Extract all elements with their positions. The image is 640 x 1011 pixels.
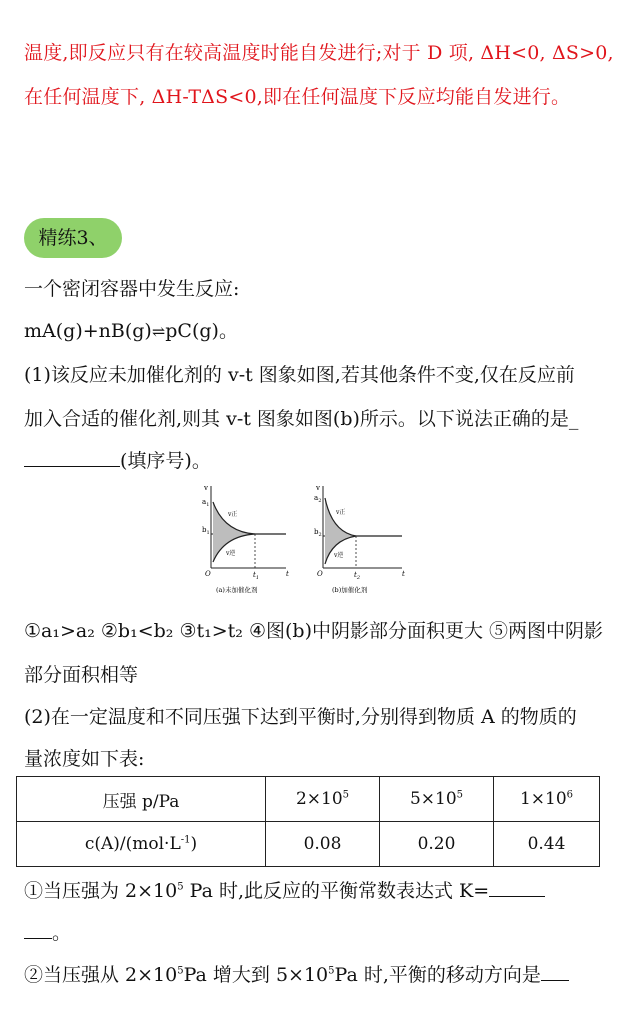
label-t1: $t_1$ bbox=[253, 571, 260, 581]
option-3: ③t₁>t₂ bbox=[179, 620, 243, 642]
exercise-badge: 精练3、 bbox=[24, 218, 122, 258]
answer-blank[interactable] bbox=[24, 938, 52, 939]
intro-text: 一个密闭容器中发生反应: bbox=[24, 278, 240, 300]
answer-blank[interactable] bbox=[489, 896, 545, 897]
table-row-label: $c(A)/(mol\cdot L^{-1})$ bbox=[17, 822, 266, 867]
equilibrium-arrow-icon: ⇌ bbox=[151, 322, 166, 341]
label-v-reverse: v逆 bbox=[226, 550, 236, 557]
answer-line-2: 在任何温度下, ΔH-TΔS<0,即在任何温度下反应均能自发进行。 bbox=[24, 86, 571, 108]
equation-left: mA(g)+nB(g) bbox=[24, 320, 152, 342]
sub2-line: ②当压强从 $2\times 10^5Pa$ 增大到 $5\times 10^5Pa$ 时,平衡的移动方向是 bbox=[24, 960, 569, 987]
caption-b: (b)加催化剂 bbox=[332, 586, 368, 594]
table-header-cell: $2\times 10^5$ bbox=[266, 777, 380, 822]
table-header-cell: $1\times 10^6$ bbox=[494, 777, 600, 822]
label-v-reverse: v逆 bbox=[334, 552, 344, 559]
table-header-cell: $5\times 10^5$ bbox=[380, 777, 494, 822]
q2-line-2: 量浓度如下表: bbox=[24, 748, 145, 770]
label-a2: $a_2$ bbox=[314, 494, 322, 504]
option-5: ⑤两图中阴影 bbox=[489, 620, 604, 642]
label-t2: $t_2$ bbox=[354, 571, 361, 581]
answer-blank[interactable] bbox=[24, 466, 120, 467]
option-4: ④图(b)中阴影部分面积更大 bbox=[248, 620, 483, 642]
answer-blank[interactable] bbox=[541, 980, 569, 981]
label-b2: $b_2$ bbox=[314, 528, 322, 538]
table-cell: 0.08 bbox=[266, 822, 380, 867]
sub1-line-1: ①当压强为 $2\times 10^5$ Pa 时,此反应的平衡常数表达式 K= bbox=[24, 876, 545, 903]
graph-a bbox=[202, 484, 289, 594]
q1-line-2: 加入合适的催化剂,则其 v-t 图象如图(b)所示。以下说法正确的是_ bbox=[24, 408, 579, 430]
origin-label: O bbox=[317, 570, 323, 578]
table-cell: 0.20 bbox=[380, 822, 494, 867]
axis-v-label: v bbox=[204, 484, 208, 492]
option-2: ②b₁<b₂ bbox=[100, 620, 174, 642]
graph-b bbox=[314, 484, 405, 594]
origin-label: O bbox=[205, 570, 211, 578]
label-b1: $b_1$ bbox=[202, 526, 210, 536]
vt-figure bbox=[198, 484, 413, 602]
caption-a: (a)未加催化剂 bbox=[216, 586, 258, 594]
sub1-line-2: 。 bbox=[24, 918, 71, 945]
pressure-table bbox=[16, 776, 600, 867]
q2-line-1: (2)在一定温度和不同压强下达到平衡时,分别得到物质 A 的物质的 bbox=[24, 706, 577, 728]
label-v-forward: v正 bbox=[228, 511, 238, 518]
axis-t-label: t bbox=[402, 570, 405, 578]
reaction-equation bbox=[24, 316, 238, 343]
q1-line-1: (1)该反应未加催化剂的 v-t 图象如图,若其他条件不变,仅在反应前 bbox=[24, 364, 575, 386]
label-a1: $a_1$ bbox=[202, 498, 210, 508]
table-row bbox=[17, 777, 600, 822]
options-line-1 bbox=[24, 616, 603, 643]
option-1: ①a₁>a₂ bbox=[24, 620, 95, 642]
table-row bbox=[17, 822, 600, 867]
q1-line-3 bbox=[24, 446, 211, 473]
equation-right: pC(g)。 bbox=[165, 320, 238, 342]
table-cell: 0.44 bbox=[494, 822, 600, 867]
options-line-2: 部分面积相等 bbox=[24, 664, 139, 686]
q1-line-3-suffix: (填序号)。 bbox=[120, 450, 211, 472]
axis-v-label: v bbox=[316, 484, 320, 492]
answer-line-1: 温度,即反应只有在较高温度时能自发进行;对于 D 项, ΔH<0, ΔS>0, bbox=[24, 42, 614, 64]
axis-t-label: t bbox=[286, 570, 289, 578]
label-v-forward: v正 bbox=[336, 509, 346, 516]
table-header-pressure: 压强 p/Pa bbox=[17, 777, 266, 822]
